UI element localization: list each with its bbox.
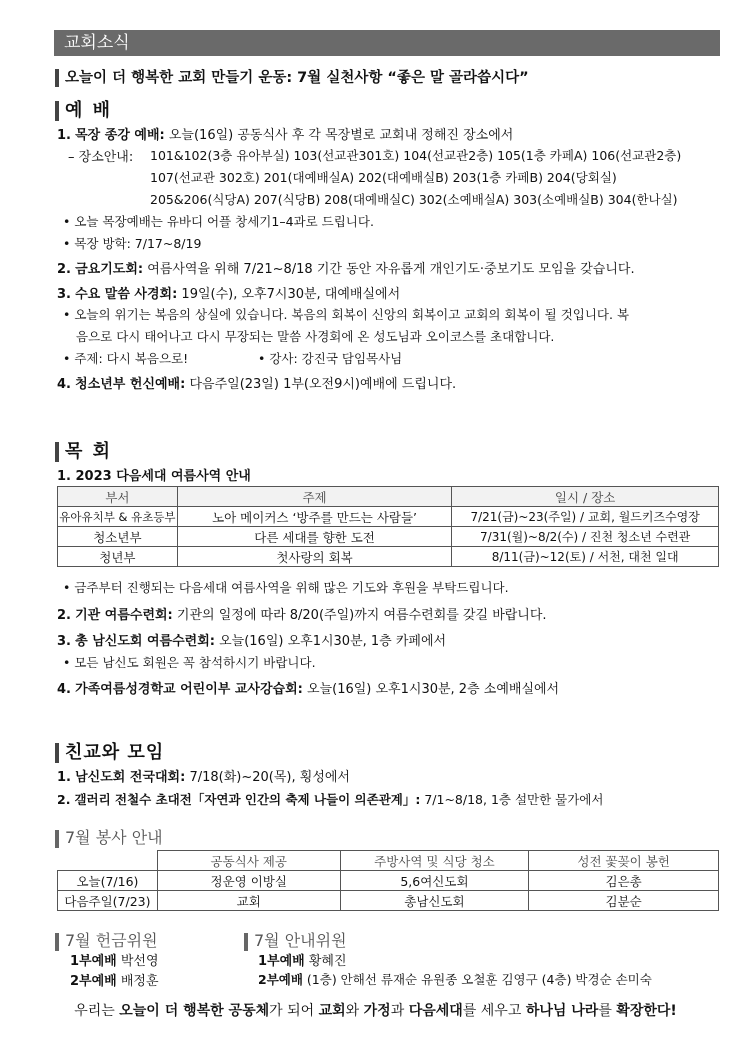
offering-row-2: 2부예배 배정훈 bbox=[70, 974, 159, 989]
section-marker bbox=[55, 743, 59, 763]
fellowship-title-text: 친교와 모임 bbox=[65, 742, 165, 763]
table-cell: 5,6여신도회 bbox=[340, 871, 529, 891]
table-header: 일시 / 장소 bbox=[452, 487, 719, 507]
table-cell: 오늘(7/16) bbox=[58, 871, 158, 891]
table-cell: 총남신도회 bbox=[340, 891, 529, 911]
worship-bullet: • 오늘 목장예배는 유바디 어플 창세기1–4과로 드립니다. bbox=[63, 214, 374, 229]
headline-text: 오늘이 더 행복한 교회 만들기 운동: 7월 실천사항 “좋은 말 골라씁시다” bbox=[65, 70, 529, 86]
worship-title bbox=[55, 96, 112, 122]
mokhoe-bullet: • 금주부터 진행되는 다음세대 여름사역을 위해 많은 기도와 후원을 부탁드립니다. bbox=[63, 580, 509, 595]
mokhoe-item-1: 1. 2023 다음세대 여름사역 안내 bbox=[57, 469, 251, 484]
table-header: 성전 꽃꽂이 봉헌 bbox=[529, 851, 719, 871]
table-row bbox=[58, 507, 719, 527]
section-marker bbox=[55, 69, 59, 87]
mokhoe-title-text: 목 회 bbox=[65, 441, 113, 462]
footer-motto: 우리는 오늘이 더 행복한 공동체가 되어 교회와 가정과 다음세대를 세우고 하나님 나라를 확장한다! bbox=[74, 1003, 677, 1019]
fellowship-item-1: 1. 남신도회 전국대회: 7/18(화)~20(목), 횡성에서 bbox=[57, 770, 350, 785]
place-line-1: 101&102(3층 유아부실) 103(선교관301호) 104(선교관2층) 105(1층 카페A) 106(선교관2층) bbox=[150, 148, 682, 163]
table-cell: 다음주일(7/23) bbox=[58, 891, 158, 911]
headline bbox=[55, 66, 529, 87]
table-header-row bbox=[58, 851, 719, 871]
section-marker bbox=[55, 442, 59, 462]
table-row bbox=[58, 527, 719, 547]
table-header bbox=[58, 851, 158, 871]
place-label: – 장소안내: bbox=[68, 150, 134, 165]
worship-bullet: • 주제: 다시 복음으로! bbox=[63, 351, 189, 366]
table-header-row bbox=[58, 487, 719, 507]
section-marker bbox=[55, 830, 59, 848]
worship-title-text: 예 배 bbox=[65, 100, 113, 121]
table-cell: 7/31(월)~8/2(수) / 진천 청소년 수련관 bbox=[452, 527, 719, 547]
mokhoe-item-4: 4. 가족여름성경학교 어린이부 교사강습회: 오늘(16일) 오후1시30분, 2층 소예배실에서 bbox=[57, 682, 560, 697]
worship-item-2: 2. 금요기도회: 여름사역을 위해 7/21~8/18 기간 동안 자유롭게 개인기도·중보기도 모임을 갖습니다. bbox=[57, 262, 635, 277]
summer-ministry-table bbox=[57, 486, 719, 567]
mokhoe-item-2: 2. 기관 여름수련회: 기관의 일정에 따라 8/20(주일)까지 여름수련회를 갖길 바랍니다. bbox=[57, 608, 547, 623]
table-header: 부서 bbox=[58, 487, 178, 507]
table-cell: 청년부 bbox=[58, 547, 178, 567]
section-marker bbox=[55, 101, 59, 121]
table-cell: 노아 메이커스 ‘방주를 만드는 사람들’ bbox=[177, 507, 452, 527]
ushers-title bbox=[244, 928, 347, 951]
worship-bullet: • 오늘의 위기는 복음의 상실에 있습니다. 복음의 회복이 신앙의 회복이고 교회의 회복이 될 것입니다. 복 bbox=[63, 307, 630, 322]
table-cell: 첫사랑의 회복 bbox=[177, 547, 452, 567]
table-cell: 다른 세대를 향한 도전 bbox=[177, 527, 452, 547]
service-title-text: 7월 봉사 안내 bbox=[65, 828, 163, 847]
section-marker bbox=[55, 933, 59, 951]
table-row bbox=[58, 547, 719, 567]
table-cell: 교회 bbox=[157, 891, 340, 911]
table-cell: 유아유치부 & 유초등부 bbox=[58, 507, 178, 527]
fellowship-item-2: 2. 갤러리 전철수 초대전「자연과 인간의 축제 나들이 의존관계」: 7/1~8/18, 1층 설만한 물가에서 bbox=[57, 792, 604, 807]
ushers-row-1: 1부예배 황혜진 bbox=[258, 954, 347, 969]
section-marker bbox=[244, 933, 248, 951]
service-title bbox=[55, 825, 163, 848]
table-cell: 김은총 bbox=[529, 871, 719, 891]
table-header: 공동식사 제공 bbox=[157, 851, 340, 871]
offering-row-1: 1부예배 박선영 bbox=[70, 954, 159, 969]
table-header: 주방사역 및 식당 청소 bbox=[340, 851, 529, 871]
table-cell: 8/11(금)~12(토) / 서천, 대천 일대 bbox=[452, 547, 719, 567]
offering-title bbox=[55, 928, 158, 951]
table-header: 주제 bbox=[177, 487, 452, 507]
place-line-2: 107(선교관 302호) 201(대예배실A) 202(대예배실B) 203(1층 카페B) 204(당회실) bbox=[150, 170, 617, 185]
table-cell: 7/21(금)~23(주일) / 교회, 월드키즈수영장 bbox=[452, 507, 719, 527]
service-table bbox=[57, 850, 719, 911]
table-cell: 김분순 bbox=[529, 891, 719, 911]
worship-item-4: 4. 청소년부 헌신예배: 다음주일(23일) 1부(오전9시)예배에 드립니다. bbox=[57, 377, 457, 392]
mokhoe-title bbox=[55, 437, 112, 463]
worship-bullet: • 목장 방학: 7/17~8/19 bbox=[63, 236, 202, 251]
worship-item-1: 1. 목장 종강 예배: 오늘(16일) 공동식사 후 각 목장별로 교회내 정해진 장소에서 bbox=[57, 128, 514, 143]
fellowship-title bbox=[55, 738, 164, 764]
table-row bbox=[58, 871, 719, 891]
ushers-title-text: 7월 안내위원 bbox=[254, 931, 347, 950]
worship-bullet-cont: 음으로 다시 태어나고 다시 무장되는 말씀 사경회에 온 성도님과 오이코스를 초대합니다. bbox=[76, 329, 555, 344]
place-line-3: 205&206(식당A) 207(식당B) 208(대예배실C) 302(소예배실A) 303(소예배실B) 304(한나실) bbox=[150, 192, 678, 207]
mokhoe-item-3: 3. 총 남신도회 여름수련회: 오늘(16일) 오후1시30분, 1층 카페에서 bbox=[57, 634, 447, 649]
section-banner: 교회소식 bbox=[54, 30, 720, 56]
mokhoe-bullet: • 모든 남신도 회원은 꼭 참석하시기 바랍니다. bbox=[63, 655, 316, 670]
offering-title-text: 7월 헌금위원 bbox=[65, 931, 158, 950]
worship-item-3: 3. 수요 말씀 사경회: 19일(수), 오후7시30분, 대예배실에서 bbox=[57, 287, 401, 302]
table-cell: 정운영 이방실 bbox=[157, 871, 340, 891]
table-row bbox=[58, 891, 719, 911]
ushers-row-2: 2부예배 (1층) 안해선 류재순 유원종 오철훈 김영구 (4층) 박경순 손미숙 bbox=[258, 972, 652, 987]
worship-bullet: • 강사: 강진국 담임목사님 bbox=[258, 351, 403, 366]
table-cell: 청소년부 bbox=[58, 527, 178, 547]
